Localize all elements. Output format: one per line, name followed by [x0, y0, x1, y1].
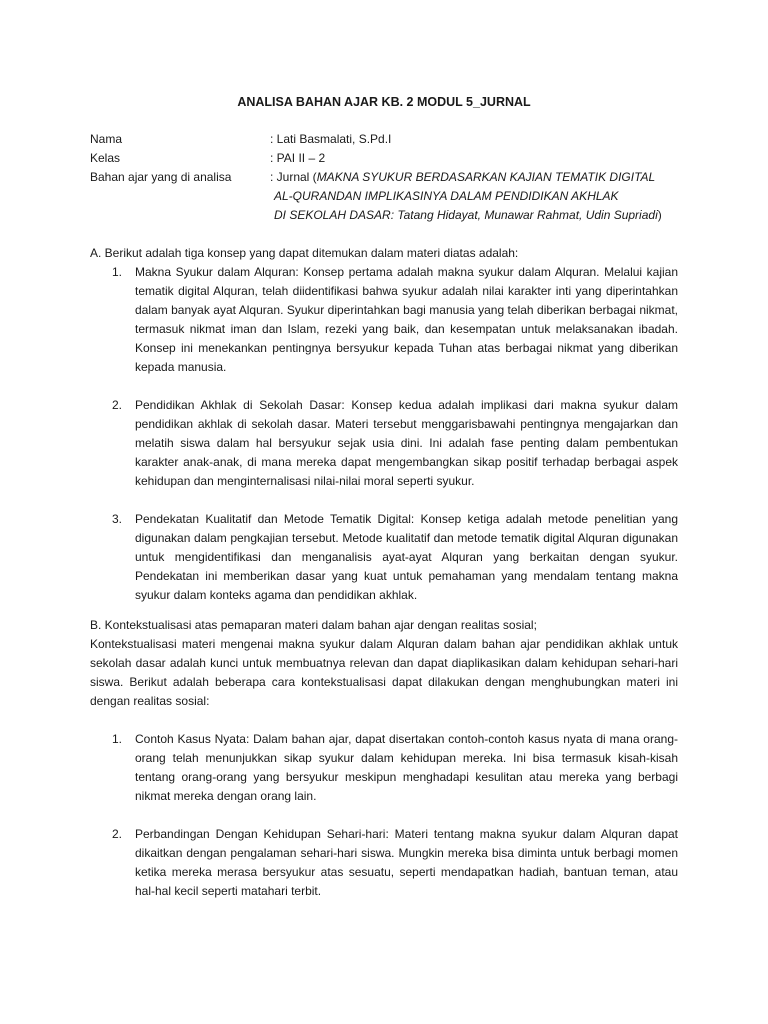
list-number: 2.	[112, 398, 123, 412]
material-title-line-2: AL-QURANDAN IMPLIKASINYA DALAM PENDIDIKAN AKHLAK	[274, 189, 619, 203]
list-item-text: Pendekatan Kualitatif dan Metode Tematik Digital: Konsep ketiga adalah metode penelitian yang digunakan dalam pengkajian tersebut. Metode kualitatif dan metode tematik digital Alquran digunakan untuk mengidentifikasi dan menganalisis ayat-ayat Alquran yang berkaitan dengan syukur. Pendekatan ini memberikan dasar yang kuat untuk pemahaman yang mendalam tentang makna syukur dalam konteks agama dan pendidikan akhlak.	[135, 512, 678, 602]
section-b	[90, 616, 678, 920]
material-label: Bahan ajar yang di analisa	[90, 170, 232, 184]
list-item-text: Perbandingan Dengan Kehidupan Sehari-hari: Materi tentang makna syukur dalam Alquran dapat dikaitkan dengan pengalaman sehari-hari siswa. Mungkin mereka bisa diminta untuk berbagi momen ketika mereka merasa bersyukur atas sesuatu, seperti mendapatkan hadiah, bantuan teman, atau hal-hal kecil seperti matahari terbit.	[135, 827, 678, 898]
list-item	[90, 396, 678, 491]
list-item-text: Contoh Kasus Nyata: Dalam bahan ajar, dapat disertakan contoh-contoh kasus nyata di mana orang-orang telah menunjukkan sikap syukur dalam kehidupan mereka. Ini bisa termasuk kisah-kisah tentang orang-orang yang bersyukur meskipun menghadapi kesulitan atau mereka yang berbagi nikmat mereka dengan orang lain.	[135, 732, 678, 803]
document-title: ANALISA BAHAN AJAR KB. 2 MODUL 5_JURNAL	[237, 95, 531, 109]
list-item-text: Pendidikan Akhlak di Sekolah Dasar: Konsep kedua adalah implikasi dari makna syukur dalam pendidikan akhlak di sekolah dasar. Materi tersebut menggarisbawahi pentingnya mengajarkan dan melatih siswa dalam hal bersyukur sejak usia dini. Ini adalah fase penting dalam pembentukan karakter anak-anak, di mana mereka dapat mengembangkan sikap positif terhadap berbagai aspek kehidupan dan menginternalisasi nilai-nilai moral seperti syukur.	[135, 398, 678, 488]
material-prefix: : Jurnal (	[270, 170, 317, 184]
material-value	[270, 168, 690, 225]
list-number: 3.	[112, 512, 123, 526]
list-number: 2.	[112, 827, 123, 841]
list-item	[90, 825, 678, 901]
material-row	[90, 168, 690, 225]
material-suffix: )	[657, 208, 662, 222]
class-row	[90, 149, 690, 168]
class-label: Kelas	[90, 151, 121, 165]
section-a	[90, 244, 678, 624]
class-value: : PAI II – 2	[270, 151, 326, 165]
section-b-heading: B. Kontekstualisasi atas pemaparan materi dalam bahan ajar dengan realitas sosial;	[90, 618, 537, 632]
list-item	[90, 263, 678, 377]
material-title-line-3: DI SEKOLAH DASAR: Tatang Hidayat, Munawar Rahmat, Udin Supriadi	[274, 208, 658, 222]
section-a-list	[90, 263, 678, 605]
material-title-line-1: MAKNA SYUKUR BERDASARKAN KAJIAN TEMATIK DIGITAL	[316, 170, 656, 184]
list-item	[90, 510, 678, 605]
section-b-intro: Kontekstualisasi materi mengenai makna syukur dalam Alquran dalam bahan ajar pendidikan akhlak untuk sekolah dasar adalah kunci untuk membuatnya relevan dan dapat diaplikasikan dalam kehidupan sehari-hari siswa. Berikut adalah beberapa cara kontekstualisasi dapat dilakukan dengan menghubungkan materi ini dengan realitas sosial:	[90, 637, 678, 708]
name-value: : Lati Basmalati, S.Pd.I	[270, 132, 392, 146]
identity-block	[90, 130, 690, 225]
list-number: 1.	[112, 265, 123, 279]
list-item-text: Makna Syukur dalam Alquran: Konsep pertama adalah makna syukur dalam Alquran. Melalui kajian tematik digital Alquran, telah diidentifikasi bahwa syukur adalah nilai karakter inti yang diperintahkan dalam banyak ayat Alquran. Syukur diperintahkan bagi manusia yang telah diberikan berbagai nikmat, termasuk nikmat iman dan Islam, rezeki yang baik, dan kesempatan untuk melaksanakan ibadah. Konsep ini menekankan pentingnya bersyukur kepada Tuhan atas berbagai nikmat yang diberikan kepada manusia.	[135, 265, 678, 374]
name-label: Nama	[90, 132, 123, 146]
list-number: 1.	[112, 732, 123, 746]
section-a-heading: A. Berikut adalah tiga konsep yang dapat ditemukan dalam materi diatas adalah:	[90, 246, 519, 260]
name-row	[90, 130, 690, 149]
list-item	[90, 730, 678, 806]
section-b-list	[90, 730, 678, 901]
